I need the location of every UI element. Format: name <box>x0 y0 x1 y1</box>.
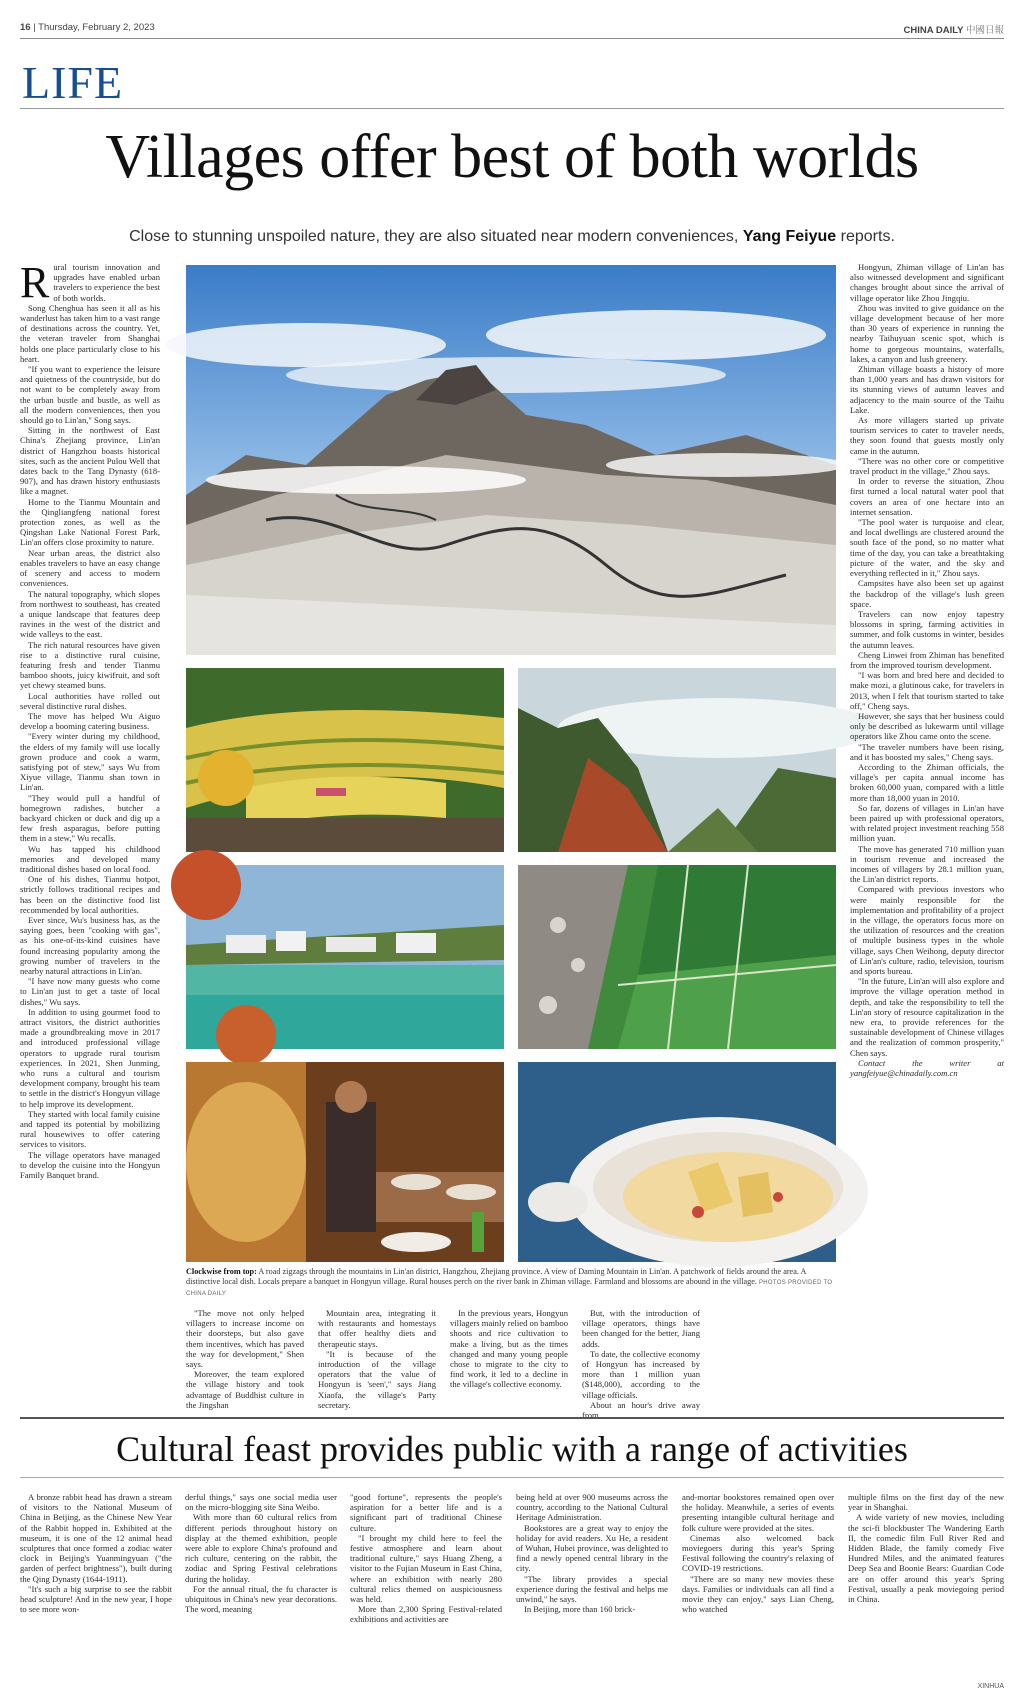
article2-column-3 <box>350 1492 502 1682</box>
paragraph: The move has generated 710 million yuan in tourism revenue and increased the incomes of villagers by 28.1 million yuan, the Lin'an district reports. <box>850 843 1004 885</box>
paragraph: However, she says that her business could only be described as lukewarm until village operators like Zhou came onto the scene. <box>850 710 1004 742</box>
paragraph: "There was no other core or competitive travel product in the village," Zhou says. <box>850 455 1004 477</box>
paragraph: "I was born and bred here and decided to make mozi, a glutinous cake, for travelers in 2013, when I felt that tourism started to take off," Cheng says. <box>850 670 1004 711</box>
paragraph: A bronze rabbit head has drawn a stream of visitors to the National Museum of China in Beijing, as the Chinese New Year of the Rabbit hopped in. Exhibited at the museum, it is one of the 12 animal head sculptures that once formed a zodiac water clock in Beijing's Yuanmingyuan ("the garden of perfect brightness"), built during the Qing Dynasty (1644-1911). <box>20 1492 172 1584</box>
paragraph: Zhiman village boasts a history of more than 1,000 years and has drawn visitors for its stunning views of autumn leaves and adjacency to the main source of the Taihu Lake. <box>850 364 1004 415</box>
paragraph: Song Chenghua has seen it all as his wanderlust has taken him to a vast range of destinations across the country. Yet, the veteran traveler from Shanghai holds one place particularly close to his heart. <box>20 302 160 364</box>
paragraph: "There are so many new movies these days. Families or individuals can all find a movie they can enjoy," says Lian Cheng, who watched <box>682 1573 834 1615</box>
paragraph: The rich natural resources have given rise to a distinctive rural cuisine, featuring fresh and tender Tianmu bamboo shoots, juicy kiwifruit, and soft yet chewy steamed buns. <box>20 639 160 691</box>
photo-misty-mountain <box>518 668 836 852</box>
paragraph: Zhou was invited to give guidance on the village development because of her more than 30 years of experience in running the nearby Taihuyuan scenic spot, which is home to gorgeous mountains, waterfalls, lakes, a canyon and lush greenery. <box>850 302 1004 364</box>
paragraph: In order to reverse the situation, Zhou first turned a local natural water pool that covers an area of one hectare into an internet sensation. <box>850 476 1004 517</box>
paragraph: multiple films on the first day of the new year in Shanghai. <box>848 1492 1004 1513</box>
paragraph: Wu has tapped his childhood memories and developed many traditional dishes based on local food. <box>20 843 160 874</box>
paragraph: More than 2,300 Spring Festival-related exhibitions and activities are <box>350 1604 502 1625</box>
paragraph: In the previous years, Hongyun villagers mainly relied on bamboo shoots and rice cultivation to make a living, but as the times changed and many young people chose to migrate to the city to find work, it led to a decline in the village's collective economy. <box>450 1308 568 1390</box>
paragraph: They started with local family cuisine and tapped its potential by mobilizing rural housewives to offer catering services to visitors. <box>20 1108 160 1150</box>
paragraph: The natural topography, which slopes from northwest to southeast, has created a unique landscape that features deep ravines in the west of the district and wide valleys to the east. <box>20 588 160 640</box>
paper-name-cn: 中國日報 <box>965 25 1004 36</box>
caption-text: A road zigzags through the mountains in Lin'an district, Hangzhou, Zhejiang province. A view of Daming Mountain in Lin'an. A patchwork of fields around the area. A distinctive local dish. Locals prepare a banquet in Hongyun village. Rural houses perch on the river bank in Zhiman village. Farmland and blossoms are abound in the village. <box>186 1267 806 1286</box>
main-headline: Villages offer best of both worlds <box>105 123 919 191</box>
paragraph: Local authorities have rolled out several distinctive rural dishes. <box>20 690 160 711</box>
paragraph: "The traveler numbers have been rising, and it has boosted my sales," Cheng says. <box>850 741 1004 762</box>
paragraph: "The pool water is turquoise and clear, and local dwellings are clustered around the south face of the pond, so no matter what time of the day, you can take a breathtaking picture of the water, and the sky and everything reflected in it," Zhou says. <box>850 517 1004 579</box>
paragraph: The village operators have managed to develop the cuisine into the Hongyun Family Banquet brand. <box>20 1149 160 1181</box>
paragraph: Campsites have also been set up against the backdrop of the village's lush green space. <box>850 578 1004 609</box>
byline: Yang Feiyue <box>742 228 837 245</box>
paragraph: being held at over 900 museums across the country, according to the National Cultural Heritage Administration. <box>516 1492 668 1523</box>
second-headline: Cultural feast provides public with a range of activities <box>116 1429 908 1469</box>
article2-column-6 <box>848 1492 1004 1682</box>
paragraph: Home to the Tianmu Mountain and the Qingliangfeng national forest protection zones, as well as the Qingshan Lake National Forest Park, Lin'an offers close proximity to nature. <box>20 496 160 548</box>
paragraph: About an hour's drive away from <box>582 1399 700 1421</box>
paragraph: "It is because of the introduction of the village operators that the value of Hongyun is 'seen'," says Jiang Xiaofa, the village's Party secretary. <box>318 1348 436 1410</box>
article2-column-4 <box>516 1492 668 1682</box>
article2-column-5 <box>682 1492 834 1682</box>
paragraph: Sitting in the northwest of East China's Zhejiang province, Lin'an district of Hangzhou boasts historical sites, such as the ancient Pulou Well that dates back to the Tang Dynasty (618-907), and has drawn history enthusiasts like a magnet. <box>20 425 160 497</box>
paragraph: One of his dishes, Tianmu hotpot, strictly follows traditional recipes and has been on the distinctive food list recommended by local authorities. <box>20 874 160 915</box>
paragraph: In Beijing, more than 160 brick- <box>524 1604 636 1615</box>
article1-column-6 <box>850 262 1004 1402</box>
byline-suffix: reports. <box>840 228 895 245</box>
paragraph: Cheng Linwei from Zhiman has benefited from the improved tourism development. <box>850 649 1004 670</box>
paragraph: To date, the collective economy of Hongyun has increased by more than 1 million yuan ($148,000), according to the village officials. <box>582 1348 700 1400</box>
photo-banquet-preparation <box>186 1062 504 1262</box>
page-number: 16 <box>20 22 31 33</box>
section-rule <box>20 108 1004 109</box>
article1-column-1 <box>20 258 160 1400</box>
page-header: 16 | Thursday, February 2, 2023 CHINA DAILY 中國日報 <box>20 22 1004 36</box>
second-headline-rule <box>20 1477 1004 1478</box>
paragraph: With more than 60 cultural relics from different periods throughout history on display at the themed exhibition, people were able to explore China's profound and rich culture, centering on the rabbit, the zodiac and Spring Festival celebrations during the holiday. <box>185 1512 337 1584</box>
paragraph: Cinemas also welcomed back moviegoers during this year's Spring Festival following the country's relaxing of COVID-19 restrictions. <box>682 1532 834 1574</box>
paragraph: A wide variety of new movies, including the sci-fi blockbuster The Wandering Earth II, the comedic film Full River Red and Hidden Blade, the family comedy Five Hundred Miles, and the animated features Deep Sea and Boonie Bears: Guardian Code are on offer around this year's Spring Festival, usually a peak moviegoing period in China. <box>848 1512 1004 1605</box>
paragraph: As more villagers started up private tourism services to cater to traveler needs, they soon found that guests mostly only came in the autumn. <box>850 415 1004 456</box>
paragraph: According to the Zhiman officials, the village's per capita annual income has broken 60,000 yuan, compared with a little more than 18,000 yuan in 2010. <box>850 761 1004 803</box>
photo-riverside-village <box>186 865 504 1049</box>
paragraph: "I have now many guests who come to Lin'an just to get a taste of local dishes," Wu says. <box>20 976 160 1007</box>
paragraph: "good fortune", represents the people's aspiration for a better life and is a significant part of traditional Chinese culture. <box>350 1492 502 1533</box>
article1-column-2 <box>186 1308 304 1410</box>
paragraph: "They would pull a handful of homegrown radishes, butcher a backyard chicken or duck and dig up a few fresh asparagus, before putting them in a stew," Wu recalls. <box>20 792 160 844</box>
subhead-text: Close to stunning unspoiled nature, they are also situated near modern conveniences, <box>129 228 739 245</box>
paragraph: Near urban areas, the district also enables travelers to have an easy change of scenery and access to modern conveniences. <box>20 547 160 589</box>
subheadline <box>20 228 1004 246</box>
caption-lead: Clockwise from top: <box>186 1267 257 1276</box>
paragraph: For the annual ritual, the fu character is ubiquitous in China's new year decorations. The word, meaning <box>185 1583 337 1615</box>
drop-cap: R <box>20 258 50 307</box>
paragraph: The move has helped Wu Aiguo develop a booming catering business. <box>20 710 160 732</box>
photo-mountain-road <box>186 265 836 655</box>
paragraph: "If you want to experience the leisure and quietness of the countryside, but do not want to be completely away from the urban bustle and bustle, as well as all the modern conveniences, then you should go to Lin'an," Song says. <box>20 364 160 426</box>
article2-column-1 <box>20 1492 172 1682</box>
paragraph: Moreover, the team explored the village history and took advantage of Buddhist culture in the Jingshan <box>186 1369 304 1410</box>
paragraph: ural tourism innovation and upgrades have enabled urban travelers to experience the best of both worlds. <box>53 262 160 303</box>
agency-credit: XINHUA <box>977 1683 1004 1690</box>
paragraph: "The library provides a special experience during the festival and helps me unwind," he says. <box>516 1573 668 1605</box>
paragraph: But, with the introduction of village operators, things have been changed for the better, Jiang adds. <box>582 1308 700 1349</box>
section-title: LIFE <box>22 57 124 108</box>
article1-column-3 <box>318 1308 436 1410</box>
article1-column-5 <box>582 1308 700 1421</box>
paragraph: Ever since, Wu's business has, as the saying goes, been "cooking with gas", as his one-of-its-kind cuisines have found increasing popularity among the growing number of travelers in the nearby natural attractions in Lin'an. <box>20 915 160 977</box>
article-divider <box>20 1417 1004 1419</box>
paragraph: derful things," says one social media user on the micro-blogging site Sina Weibo. <box>185 1492 337 1513</box>
paragraph: Bookstores are a great way to enjoy the holiday for avid readers. Xu He, a resident of Wuhan, Hubei province, was delighted to find a newly opened central library in the city. <box>516 1522 668 1574</box>
photo-farmland-aerial <box>518 865 836 1049</box>
paper-name: CHINA DAILY <box>903 25 964 36</box>
paragraph: Hongyun, Zhiman village of Lin'an has also witnessed development and significant changes brought about since the arrival of village operator like Zhou Jingqiu. <box>850 262 1004 303</box>
article2-column-2 <box>185 1492 337 1682</box>
article1-column-4 <box>450 1308 568 1406</box>
issue-date: Thursday, February 2, 2023 <box>38 22 155 33</box>
paragraph: "The move not only helped villagers to increase income on their doorsteps, but also gave them incentives, which has paved the way for development," Shen says. <box>186 1308 304 1370</box>
photo-terraced-fields <box>186 668 504 852</box>
paragraph: "Every winter during my childhood, the elders of my family will use locally grown produce and cook a warm, satisfying pot of stew," says Wu from Xiyue village, Tianmu shan town in Lin'an. <box>20 731 160 793</box>
contact-line: Contact the writer at yangfeiyue@chinadaily.com.cn <box>850 1057 1004 1079</box>
photo-caption <box>186 1267 836 1299</box>
paragraph: In addition to using gourmet food to attract visitors, the district authorities made a groundbreaking move in 2017 and introduced professional village operators to upgrade rural tourism experiences. In 2021, Shen Junming, who runs a cultural and tourism development company, brought his team to settle in the district's Hongyun village to help improve its development. <box>20 1006 160 1109</box>
paragraph: "I brought my child here to feel the festive atmosphere and learn about traditional culture," says Huang Zheng, a visitor to the Fujian Museum in East China, where an exhibition with nearly 280 cultural relics themed on auspiciousness was held. <box>350 1532 502 1605</box>
paragraph: Compared with previous investors who were mainly responsible for the implementation and profitability of a project in the village, the operators focus more on the utilization of resources and the creation of multiple business types in the whole village, says Chen Weihong, deputy director of Lin'an's culture, radio, television, tourism and sports bureau. <box>850 884 1004 977</box>
paragraph: "It's such a big surprise to see the rabbit head sculpture! And in the new year, I hope to see more won- <box>20 1583 172 1615</box>
photo-credit: PHOTOS PROVIDED TO CHINA DAILY <box>186 1280 833 1297</box>
paragraph: So far, dozens of villages in Lin'an have been paired up with professional operators, with related project investment reaching 558 million yuan. <box>850 802 1004 844</box>
paragraph: "In the future, Lin'an will also explore and improve the village operation method in depth, and take the responsibility to tell the Lin'an story of resource capitalization in the new era, to provide references for the sustainable development of Chinese villages and the realization of common prosperity," Chen says. <box>850 976 1004 1058</box>
paragraph: Travelers can now enjoy tapestry blossoms in spring, farming activities in summer, and folk customs in winter, besides the autumn leaves. <box>850 608 1004 650</box>
photo-local-dish <box>518 1062 836 1262</box>
header-rule <box>20 38 1004 39</box>
paragraph: and-mortar bookstores remained open over the holiday. Meanwhile, a series of events presenting intangible cultural heritage and folk culture were provided at the sites. <box>682 1492 834 1533</box>
paragraph: Mountain area, integrating it with restaurants and homestays that offer healthy diets and therapeutic stays. <box>318 1308 436 1349</box>
